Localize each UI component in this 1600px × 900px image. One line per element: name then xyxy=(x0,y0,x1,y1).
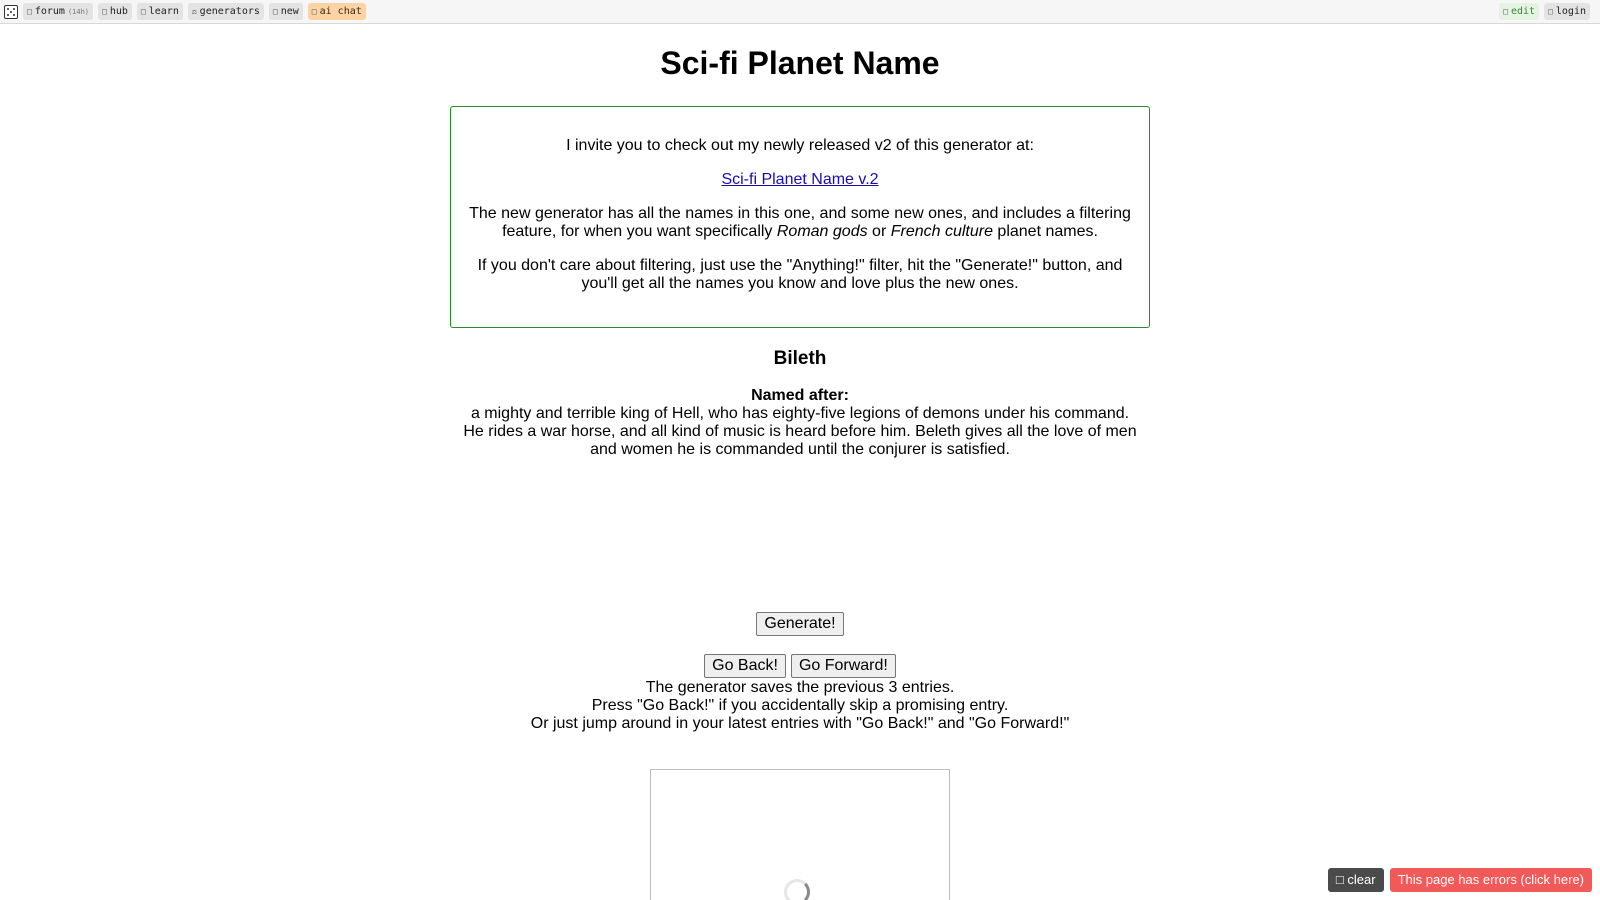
forum-activity-badge: (14h) xyxy=(67,7,90,16)
loading-spinner-icon xyxy=(784,879,810,900)
plus-icon: □ xyxy=(272,6,278,16)
top-bar-right xyxy=(1499,3,1590,20)
clear-label: clear xyxy=(1347,872,1376,887)
go-forward-button[interactable]: Go Forward! xyxy=(791,654,896,678)
nav-generators-button[interactable] xyxy=(188,3,264,20)
v2-notice-box xyxy=(450,106,1150,328)
nav-generators-label: generators xyxy=(199,5,260,17)
clear-button[interactable] xyxy=(1328,868,1384,892)
history-help-text xyxy=(0,679,1600,733)
notice-or-text: or xyxy=(867,223,891,240)
notice-french-culture: French culture xyxy=(890,223,993,240)
nav-learn-button[interactable] xyxy=(137,3,183,20)
generate-button[interactable]: Generate! xyxy=(756,612,843,636)
error-controls xyxy=(1328,868,1592,892)
login-button[interactable] xyxy=(1544,3,1590,20)
pencil-icon: □ xyxy=(1503,6,1508,16)
named-after-block xyxy=(460,387,1140,459)
edit-label: edit xyxy=(1510,5,1536,17)
nav-hub-label: hub xyxy=(109,5,128,17)
generated-planet-name: Bileth xyxy=(773,348,827,369)
login-label: login xyxy=(1555,5,1586,17)
history-nav-row xyxy=(0,654,1600,678)
robot-icon: □ xyxy=(311,6,317,16)
dice-icon[interactable] xyxy=(4,5,18,19)
notice-planet-names-text: planet names. xyxy=(992,223,1098,240)
comment-icon: □ xyxy=(27,6,32,16)
nav-forum-label: forum xyxy=(34,5,65,17)
trash-icon: □ xyxy=(1335,872,1344,887)
named-after-description: a mighty and terrible king of Hell, who has eighty-five legions of demons under his command. He rides a war horse, and all kind of music is heard before him. Beleth gives all the love of men and women he is commanded until the conjurer is satisfied. xyxy=(463,405,1137,458)
nav-hub-button[interactable] xyxy=(98,3,132,20)
top-bar xyxy=(0,0,1600,24)
page-title: Sci-fi Planet Name xyxy=(660,45,940,81)
notice-filter-paragraph: If you don't care about filtering, just use the "Anything!" filter, hit the "Generate!" button, and you'll get all the names you know and love plus the new ones. xyxy=(477,257,1123,292)
notice-feature-text: The new generator has all the names in this one, and some new ones, and includes a filtering feature, for when you want specifically xyxy=(469,205,1131,240)
nav-forum-button[interactable] xyxy=(23,3,93,20)
sliders-icon: ⚖ xyxy=(191,6,197,16)
help-line-2: Press "Go Back!" if you accidentally skip a promising entry. xyxy=(591,697,1009,714)
named-after-label: Named after: xyxy=(751,387,849,404)
user-icon: □ xyxy=(1548,6,1553,16)
embedded-frame xyxy=(650,769,950,900)
page-errors-button[interactable]: This page has errors (click here) xyxy=(1390,868,1592,892)
top-bar-left xyxy=(4,3,366,20)
v2-generator-link[interactable]: Sci-fi Planet Name v.2 xyxy=(721,171,879,188)
book-icon: □ xyxy=(140,6,146,16)
generate-row xyxy=(0,612,1600,636)
nav-learn-label: learn xyxy=(148,5,179,17)
nav-ai-chat-button[interactable] xyxy=(308,3,366,20)
nav-new-label: new xyxy=(280,5,299,17)
go-back-button[interactable]: Go Back! xyxy=(704,654,786,678)
notice-feature-paragraph xyxy=(469,205,1131,241)
nav-new-button[interactable] xyxy=(269,3,303,20)
nav-ai-chat-label: ai chat xyxy=(319,5,362,17)
notice-intro: I invite you to check out my newly released v2 of this generator at: xyxy=(566,137,1034,154)
help-line-1: The generator saves the previous 3 entries. xyxy=(645,679,955,696)
edit-button[interactable] xyxy=(1499,3,1539,20)
notice-roman-gods: Roman gods xyxy=(776,223,868,240)
home-icon: □ xyxy=(102,6,107,16)
help-line-3: Or just jump around in your latest entries with "Go Back!" and "Go Forward!" xyxy=(530,715,1070,732)
